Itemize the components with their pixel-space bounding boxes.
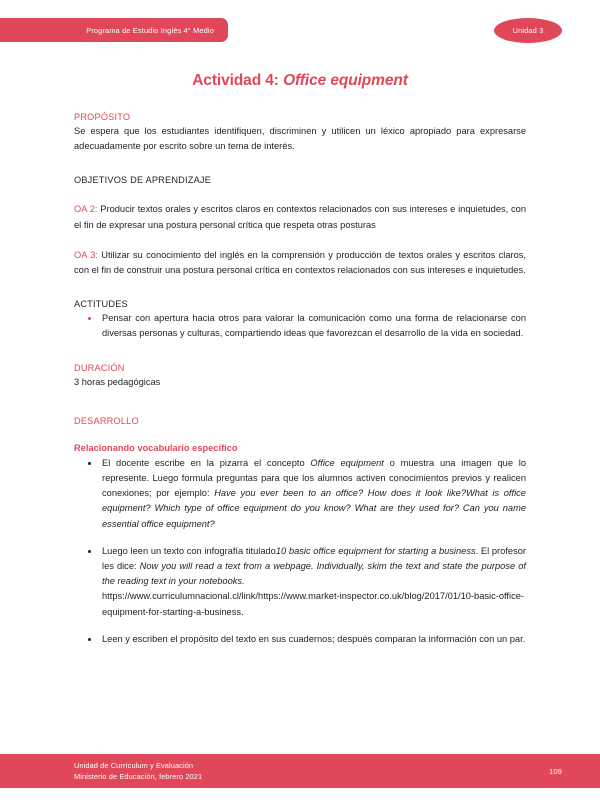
document-content	[74, 112, 526, 647]
oa3-paragraph	[74, 248, 526, 278]
page-title	[0, 72, 600, 90]
oa2-tag: OA 2:	[74, 204, 98, 215]
page-number: 109	[549, 766, 562, 776]
desarrollo-item1-part1: El docente escribe en la pizarra el concepto	[102, 457, 311, 468]
oa3-text: Utilizar su conocimiento del inglés en la comprensión y producción de textos orales y escritos claros, con el fin de construir una postura personal crítica en contextos relacionados con sus intereses e inquietudes.	[74, 249, 526, 276]
actitudes-list	[74, 311, 526, 341]
desarrollo-item2-text-title: 10 basic office equipment for starting a business	[275, 545, 476, 556]
unit-badge-label: Unidad 3	[512, 26, 544, 35]
unit-badge	[494, 18, 562, 43]
list-item: Pensar con apertura hacia otros para valorar la comunicación como una forma de relacionarse con diversas personas y culturas, compartiendo ideas que favorezcan el desarrollo de la vida en sociedad.	[74, 311, 526, 341]
desarrollo-item1-concept: Office equipment	[310, 457, 384, 468]
program-title-label: Programa de Estudio Inglés 4° Medio	[86, 25, 214, 35]
program-title-tab	[0, 18, 228, 42]
subsection-heading-vocabulario: Relacionando vocabulario específico	[74, 442, 238, 453]
footer-line-1: Unidad de Currículum y Evaluación	[74, 761, 194, 770]
footer-institution	[74, 760, 202, 782]
list-item	[74, 544, 526, 620]
desarrollo-item2-part1: Luego leen un texto con infografía titulado	[102, 545, 276, 556]
oa2-paragraph	[74, 202, 526, 232]
duracion-text: 3 horas pedagógicas	[74, 376, 161, 387]
section-heading-proposito: PROPÓSITO	[74, 112, 131, 122]
resource-link[interactable]: https://www.curriculumnacional.cl/link/https://www.market-inspector.co.uk/blog/2017/01/10-basic-office-equipment-for-starting-a-business.	[102, 591, 524, 617]
section-heading-duracion: DURACIÓN	[74, 362, 125, 373]
section-heading-actitudes: ACTITUDES	[74, 299, 128, 310]
desarrollo-item1-part2: o muestra una imagen que lo represente. Luego formula preguntas para que los alumnos activen conocimientos previos y realicen conexiones; por ejemplo:	[102, 457, 526, 499]
section-heading-objetivos: OBJETIVOS DE APRENDIZAJE	[74, 175, 212, 186]
page-title-prefix: Actividad 4:	[192, 72, 279, 89]
list-item	[74, 456, 526, 532]
desarrollo-item1-questions: Have you ever been to an office? How does it look like?What is office equipment? Which type of office equipment do you know? What are they used for? Can you name essential office equipment?	[102, 488, 526, 529]
footer-line-2: Ministerio de Educación, febrero 2021	[74, 772, 203, 781]
desarrollo-item2-instruction: Now you will read a text from a webpage. Individually, skim the text and state the purpose of the reading text in your notebooks.	[102, 561, 526, 587]
desarrollo-item2-part2: . El profesor les dice:	[102, 545, 526, 572]
page-footer	[0, 754, 600, 788]
oa2-text: Producir textos orales y escritos claros en contextos relacionados con sus intereses e inquietudes, con el fin de expresar una postura personal crítica que respeta otras posturas	[74, 204, 527, 230]
desarrollo-list	[74, 456, 526, 647]
proposito-text: Se espera que los estudiantes identifiquen, discriminen y utilicen un léxico apropiado para expresarse adecuadamente por escrito sobre un tema de interés.	[74, 126, 526, 152]
oa3-tag: OA 3:	[74, 249, 98, 260]
page-header	[0, 0, 600, 58]
page-title-topic: Office equipment	[283, 72, 408, 89]
section-heading-desarrollo: DESARROLLO	[74, 415, 139, 426]
list-item: Leen y escriben el propósito del texto en sus cuadernos; después comparan la información con un par.	[74, 632, 526, 647]
